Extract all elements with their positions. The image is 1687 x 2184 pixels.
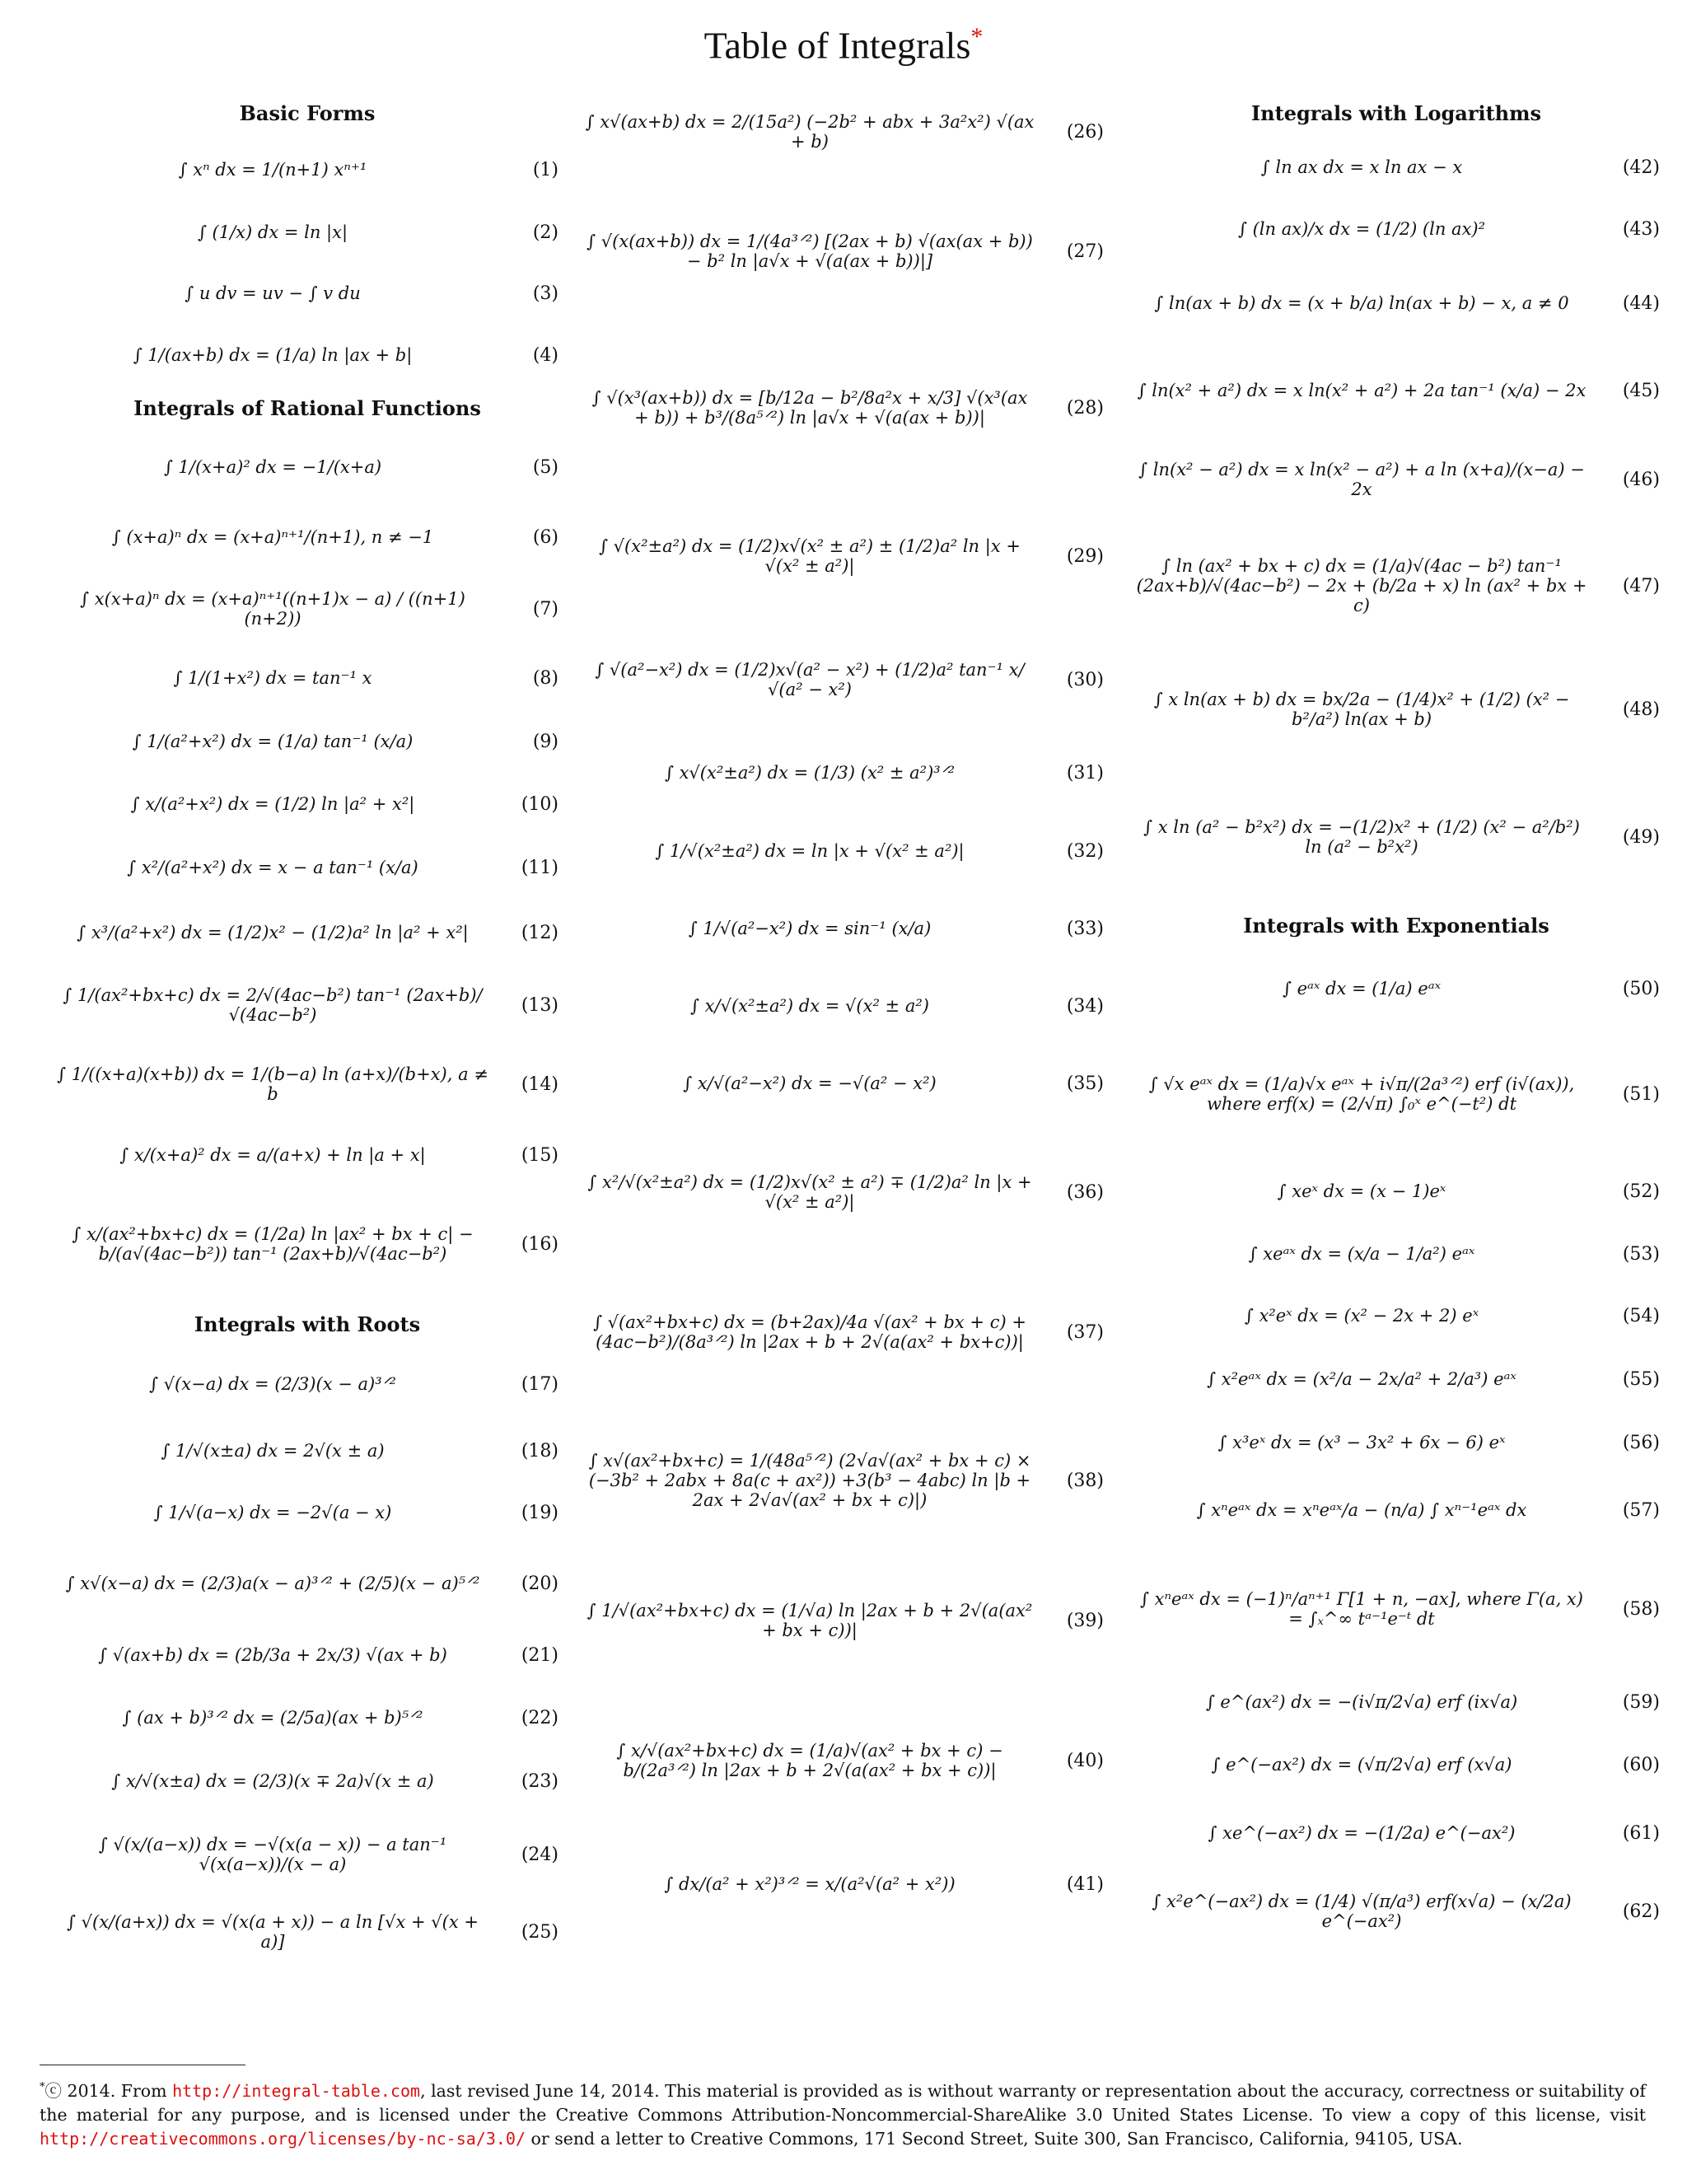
section-heading: Integrals with Roots [194, 1312, 421, 1336]
equation-formula: ∫ (ln ax)/x dx = (1/2) (ln ax)² [1237, 219, 1486, 239]
equation-number: (56) [1622, 1432, 1660, 1453]
equation-row [56, 1481, 558, 1544]
equation-number: (25) [521, 1921, 558, 1943]
equation-number: (14) [521, 1073, 558, 1095]
equation-row [585, 626, 1104, 733]
column-left [56, 91, 558, 2068]
equation-formula: ∫ xeˣ dx = (x − 1)eˣ [1277, 1181, 1446, 1201]
equation-formula: ∫ 1/(ax+b) dx = (1/a) ln |ax + b| [133, 345, 413, 365]
equation-formula: ∫ x(x+a)ⁿ dx = (x+a)ⁿ⁺¹((n+1)x − a) / ((n+1)(n+2)) [80, 589, 465, 629]
equation-row [56, 1186, 558, 1302]
equation-row [585, 173, 1104, 330]
equation-number: (17) [521, 1373, 558, 1395]
equation-number: (45) [1622, 380, 1660, 401]
equation-number: (59) [1622, 1691, 1660, 1713]
equation-number: (46) [1622, 469, 1660, 490]
equation-number: (29) [1066, 545, 1104, 567]
equation-row [585, 330, 1104, 486]
equation-number: (32) [1066, 840, 1104, 862]
equation-formula: ∫ x ln (a² − b²x²) dx = −(1/2)x² + (1/2) (x² − a²/b²) ln (a² − b²x²) [1143, 817, 1580, 857]
equation-row [1133, 1473, 1660, 1547]
equation-row [56, 432, 558, 503]
equation-formula: ∫ x²/√(x²±a²) dx = (1/2)x√(x² ± a²) ∓ (1/2)a² ln |x + √(x² ± a²)| [587, 1172, 1032, 1212]
equation-number: (38) [1066, 1470, 1104, 1491]
equation-number: (27) [1066, 241, 1104, 262]
equation-row [56, 262, 558, 325]
equation-number: (8) [532, 667, 558, 689]
equation-number: (5) [532, 456, 558, 478]
equation-row [1133, 1346, 1660, 1412]
footnote-address: or send a letter to Creative Commons, 171 Second Street, Suite 300, San Francisco, California, 94105, USA. [530, 2128, 1463, 2149]
equation-number: (43) [1622, 218, 1660, 240]
title-text: Table of Integrals [703, 24, 971, 67]
equation-formula: ∫ x²eˣ dx = (x² − 2x + 2) eˣ [1244, 1306, 1479, 1326]
equation-formula: ∫ ln (ax² + bx + c) dx = (1/a)√(4ac − b²) tan⁻¹ (2ax+b)/√(4ac−b²) − 2x + (b/2a + x) ln (ax² + bx + c) [1136, 556, 1587, 615]
equation-formula: ∫ √(x(ax+b)) dx = 1/(4a³ᐟ²) [(2ax + b) √(ax(ax + b)) − b² ln |a√x + √(a(ax + b))|] [586, 231, 1033, 271]
footnote-body: , last revised June 14, 2014. This material is provided as is without warranty or representation about the accuracy, correctness or suitability of the material for any purpose, and is licensed under the Creative Commons Attribution-Noncommercial-ShareAlike 3.0 United States License. To view a copy of this license, visit [40, 2080, 1646, 2125]
equation-row [585, 1682, 1104, 1839]
equation-formula: ∫ x/√(x²±a²) dx = √(x² ± a²) [690, 996, 929, 1016]
equation-number: (10) [521, 793, 558, 815]
equation-row [56, 137, 558, 203]
equation-formula: ∫ x√(x²±a²) dx = (1/3) (x² ± a²)³ᐟ² [664, 763, 956, 783]
equation-row [56, 1623, 558, 1687]
equation-formula: ∫ xeᵃˣ dx = (x/a − 1/a²) eᵃˣ [1248, 1244, 1475, 1264]
equation-row [1133, 346, 1660, 435]
equation-formula: ∫ ln(x² − a²) dx = x ln(x² − a²) + a ln (x+a)/(x−a) − 2x [1138, 460, 1585, 499]
equation-formula: ∫ 1/√(x±a) dx = 2√(x ± a) [161, 1441, 385, 1461]
equation-row [585, 890, 1104, 967]
equation-formula: ∫ u dv = uv − ∫ v du [185, 283, 361, 303]
equation-formula: ∫ √(a²−x²) dx = (1/2)x√(a² − x²) + (1/2)a² tan⁻¹ x/√(a² − x²) [595, 660, 1025, 699]
equation-row [1133, 771, 1660, 903]
equation-formula: ∫ xⁿeᵃˣ dx = (−1)ⁿ/aⁿ⁺¹ Γ[1 + n, −ax], where Γ(a, x) = ∫ₓ^∞ tᵃ⁻¹e⁻ᵗ dt [1140, 1589, 1583, 1629]
equation-row [585, 733, 1104, 812]
equation-formula: ∫ x/(x+a)² dx = a/(a+x) + ln |a + x| [119, 1145, 426, 1165]
equation-row [56, 900, 558, 966]
equation-number: (1) [532, 159, 558, 180]
equation-number: (11) [521, 857, 558, 878]
equation-row [56, 1348, 558, 1420]
equation-formula: ∫ 1/√(a−x) dx = −2√(a − x) [153, 1503, 392, 1522]
equation-number: (42) [1622, 157, 1660, 178]
equation-row [585, 967, 1104, 1045]
equation-formula: ∫ ln(x² + a²) dx = x ln(x² + a²) + 2a tan⁻¹ (x/a) − 2x [1137, 381, 1587, 400]
equation-formula: ∫ dx/(a² + x²)³ᐟ² = x/(a²√(a² + x²)) [664, 1874, 956, 1894]
equation-number: (20) [521, 1573, 558, 1594]
equation-row [585, 812, 1104, 890]
equation-row [585, 1122, 1104, 1262]
equation-formula: ∫ 1/(1+x²) dx = tan⁻¹ x [173, 668, 372, 688]
equation-row [1133, 1223, 1660, 1285]
equation-number: (48) [1622, 699, 1660, 720]
equation-formula: ∫ x√(ax²+bx+c) = 1/(48a⁵ᐟ²) (2√a√(ax² + bx + c) × (−3b² + 2abx + 8a(c + ax²)) +3(b³ − 4abc) ln |b + 2ax + 2√a√(ax² + bx + c)|) [588, 1451, 1031, 1510]
equation-formula: ∫ eᵃˣ dx = (1/a) eᵃˣ [1282, 979, 1442, 998]
equation-number: (9) [532, 731, 558, 752]
equation-formula: ∫ (1/x) dx = ln |x| [197, 222, 348, 242]
equation-number: (53) [1622, 1243, 1660, 1265]
equation-formula: ∫ x/√(x±a) dx = (2/3)(x ∓ 2a)√(x ± a) [111, 1771, 434, 1791]
equation-row [1133, 1796, 1660, 1870]
equation-number: (19) [521, 1502, 558, 1523]
equation-row [585, 1559, 1104, 1682]
footnote-link-integral-table[interactable]: http://integral-table.com [172, 2080, 421, 2101]
equation-formula: ∫ x²e^(−ax²) dx = (1/4) √(π/a³) erf(x√a) − (x/2a) e^(−ax²) [1152, 1892, 1572, 1931]
equation-row [1133, 648, 1660, 771]
equation-number: (15) [521, 1144, 558, 1166]
equation-row [585, 1839, 1104, 1929]
equation-row [1133, 1160, 1660, 1223]
equation-formula: ∫ (x+a)ⁿ dx = (x+a)ⁿ⁺¹/(n+1), n ≠ −1 [111, 527, 434, 547]
equation-formula: ∫ x/√(a²−x²) dx = −√(a² − x²) [683, 1073, 937, 1093]
equation-row [1133, 435, 1660, 524]
equation-number: (24) [521, 1844, 558, 1865]
equation-number: (22) [521, 1707, 558, 1728]
equation-row [1133, 1671, 1660, 1733]
footnote [40, 2065, 1646, 2151]
equation-number: (26) [1066, 121, 1104, 143]
equation-row [56, 325, 558, 386]
equation-row [56, 773, 558, 835]
equation-formula: ∫ √(ax²+bx+c) dx = (b+2ax)/4a √(ax² + bx + c) + (4ac−b²)/(8a³ᐟ²) ln |2ax + b + 2√(a(ax² + bx+c))| [593, 1312, 1026, 1352]
equation-formula: ∫ x√(x−a) dx = (2/3)a(x − a)³ᐟ² + (2/5)(x − a)⁵ᐟ² [65, 1574, 480, 1593]
equation-row [1133, 949, 1660, 1028]
equation-number: (13) [521, 994, 558, 1016]
section-heading: Integrals with Logarithms [1250, 101, 1542, 125]
equation-number: (28) [1066, 397, 1104, 419]
equation-number: (37) [1066, 1321, 1104, 1343]
equation-row [1133, 198, 1660, 260]
equation-formula: ∫ 1/(a²+x²) dx = (1/a) tan⁻¹ (x/a) [132, 732, 414, 751]
equation-row [585, 1045, 1104, 1122]
equation-number: (39) [1066, 1610, 1104, 1631]
equation-row [1133, 1547, 1660, 1671]
column-middle [585, 91, 1104, 2068]
footnote-link-license[interactable]: http://creativecommons.org/licenses/by-nc-sa/3.0/ [40, 2128, 526, 2149]
equation-formula: ∫ √(x/(a+x)) dx = √(x(a + x)) − a ln [√x + √(x + a)] [67, 1912, 479, 1952]
equation-number: (35) [1066, 1073, 1104, 1094]
equation-formula: ∫ 1/(ax²+bx+c) dx = 2/√(4ac−b²) tan⁻¹ (2ax+b)/√(4ac−b²) [63, 985, 483, 1025]
equation-number: (52) [1622, 1181, 1660, 1202]
equation-row [56, 646, 558, 710]
section-heading: Basic Forms [239, 101, 376, 125]
equation-formula: ∫ x/(a²+x²) dx = (1/2) ln |a² + x²| [130, 794, 415, 814]
equation-number: (49) [1622, 826, 1660, 848]
equation-row [1133, 137, 1660, 198]
equation-row [56, 835, 558, 900]
equation-number: (18) [521, 1440, 558, 1461]
equation-row [1133, 1028, 1660, 1160]
equation-row [56, 1420, 558, 1481]
equation-number: (16) [521, 1233, 558, 1255]
equation-number: (40) [1066, 1750, 1104, 1771]
equation-formula: ∫ 1/(x+a)² dx = −1/(x+a) [163, 457, 382, 477]
equation-number: (7) [532, 598, 558, 620]
section-heading: Integrals of Rational Functions [133, 396, 481, 420]
title-footnote-mark: * [970, 23, 984, 50]
equation-formula: ∫ x³eˣ dx = (x³ − 3x² + 6x − 6) eˣ [1217, 1433, 1506, 1452]
equation-row [56, 503, 558, 572]
equation-row [1133, 1870, 1660, 1953]
equation-row [585, 1262, 1104, 1402]
equation-formula: ∫ x²eᵃˣ dx = (x²/a − 2x/a² + 2/a³) eᵃˣ [1207, 1369, 1516, 1389]
equation-number: (4) [532, 344, 558, 366]
equation-number: (47) [1622, 575, 1660, 596]
equation-row [56, 1045, 558, 1124]
equation-formula: ∫ (ax + b)³ᐟ² dx = (2/5a)(ax + b)⁵ᐟ² [122, 1708, 423, 1728]
equation-formula: ∫ x/(ax²+bx+c) dx = (1/2a) ln |ax² + bx + c| − b/(a√(4ac−b²)) tan⁻¹ (2ax+b)/√(4ac−b²) [72, 1224, 474, 1264]
equation-formula: ∫ √x eᵃˣ dx = (1/a)√x eᵃˣ + i√π/(2a³ᐟ²) erf (i√(ax)), where erf(x) = (2/√π) ∫₀ˣ e^(−t²) dt [1148, 1074, 1575, 1114]
equation-row [56, 1814, 558, 1895]
equation-formula: ∫ x²/(a²+x²) dx = x − a tan⁻¹ (x/a) [127, 858, 418, 877]
footnote-copyright: ⓒ 2014. From [44, 2080, 167, 2101]
equation-number: (51) [1622, 1083, 1660, 1105]
footnote-mark: * [40, 2081, 45, 2093]
equation-row [56, 1748, 558, 1814]
equation-formula: ∫ e^(ax²) dx = −(i√π/2√a) erf (ix√a) [1205, 1692, 1518, 1712]
equation-row [1133, 260, 1660, 346]
equation-row [56, 1895, 558, 1969]
equation-row [56, 203, 558, 262]
equation-formula: ∫ xⁿeᵃˣ dx = xⁿeᵃˣ/a − (n/a) ∫ xⁿ⁻¹eᵃˣ dx [1196, 1500, 1527, 1520]
equation-number: (61) [1622, 1822, 1660, 1844]
equation-formula: ∫ x ln(ax + b) dx = bx/2a − (1/4)x² + (1/2) (x² − b²/a²) ln(ax + b) [1153, 690, 1570, 729]
equation-formula: ∫ √(ax+b) dx = (2b/3a + 2x/3) √(ax + b) [98, 1645, 447, 1665]
page-title [0, 23, 1687, 67]
equation-formula: ∫ √(x³(ax+b)) dx = [b/12a − b²/8a²x + x/3] √(x³(ax + b)) + b³/(8a⁵ᐟ²) ln |a√x + √(a(ax + b))| [591, 388, 1028, 428]
equation-number: (31) [1066, 762, 1104, 783]
equation-number: (57) [1622, 1499, 1660, 1521]
equation-number: (58) [1622, 1598, 1660, 1620]
section-heading: Integrals with Exponentials [1243, 914, 1549, 938]
equation-row [56, 966, 558, 1045]
equation-formula: ∫ ln ax dx = x ln ax − x [1260, 157, 1463, 177]
equation-row [1133, 1285, 1660, 1346]
equation-formula: ∫ √(x/(a−x)) dx = −√(x(a − x)) − a tan⁻¹ √(x(a−x))/(x − a) [98, 1835, 447, 1874]
equation-number: (21) [521, 1644, 558, 1666]
equation-formula: ∫ xⁿ dx = 1/(n+1) xⁿ⁺¹ [178, 160, 367, 180]
equation-number: (41) [1066, 1873, 1104, 1895]
equation-formula: ∫ 1/√(ax²+bx+c) dx = (1/√a) ln |2ax + b + 2√(a(ax² + bx + c))| [586, 1601, 1033, 1640]
footnote-text [40, 2075, 1646, 2151]
column-right [1133, 91, 1660, 2068]
equation-number: (54) [1622, 1305, 1660, 1326]
equation-number: (36) [1066, 1181, 1104, 1203]
equation-row [585, 1402, 1104, 1559]
equation-number: (3) [532, 283, 558, 304]
equation-row [56, 1687, 558, 1748]
equation-formula: ∫ x/√(ax²+bx+c) dx = (1/a)√(ax² + bx + c) − b/(2a³ᐟ²) ln |2ax + b + 2√(a(ax² + bx + c))| [616, 1741, 1003, 1780]
equation-number: (55) [1622, 1368, 1660, 1390]
equation-row [1133, 1412, 1660, 1473]
equation-formula: ∫ x³/(a²+x²) dx = (1/2)x² − (1/2)a² ln |a² + x²| [77, 923, 469, 942]
equation-number: (50) [1622, 978, 1660, 999]
equation-formula: ∫ e^(−ax²) dx = (√π/2√a) erf (x√a) [1211, 1755, 1512, 1775]
equation-number: (62) [1622, 1901, 1660, 1922]
equation-formula: ∫ ln(ax + b) dx = (x + b/a) ln(ax + b) − x, a ≠ 0 [1154, 293, 1569, 313]
equation-number: (33) [1066, 918, 1104, 939]
equation-number: (23) [521, 1770, 558, 1792]
equation-row [56, 710, 558, 773]
equation-row [1133, 1733, 1660, 1796]
equation-row [56, 1544, 558, 1623]
equation-formula: ∫ 1/√(x²±a²) dx = ln |x + √(x² ± a²)| [655, 841, 965, 861]
equation-row [1133, 524, 1660, 648]
equation-number: (6) [532, 526, 558, 548]
equation-number: (2) [532, 222, 558, 243]
equation-number: (12) [521, 922, 558, 943]
equation-number: (30) [1066, 669, 1104, 690]
equation-row [56, 1124, 558, 1186]
equation-formula: ∫ 1/((x+a)(x+b)) dx = 1/(b−a) ln (a+x)/(b+x), a ≠ b [57, 1064, 488, 1104]
equation-number: (44) [1622, 292, 1660, 314]
equation-formula: ∫ 1/√(a²−x²) dx = sin⁻¹ (x/a) [688, 919, 932, 938]
equation-number: (60) [1622, 1754, 1660, 1775]
equation-formula: ∫ xe^(−ax²) dx = −(1/2a) e^(−ax²) [1208, 1823, 1516, 1843]
equation-formula: ∫ √(x²±a²) dx = (1/2)x√(x² ± a²) ± (1/2)a² ln |x + √(x² ± a²)| [599, 536, 1021, 576]
equation-row [56, 572, 558, 646]
equation-formula: ∫ √(x−a) dx = (2/3)(x − a)³ᐟ² [149, 1374, 396, 1394]
equation-number: (34) [1066, 995, 1104, 1017]
equation-row [585, 91, 1104, 173]
equation-formula: ∫ x√(ax+b) dx = 2/(15a²) (−2b² + abx + 3a²x²) √(ax + b) [585, 112, 1035, 152]
equation-row [585, 486, 1104, 626]
